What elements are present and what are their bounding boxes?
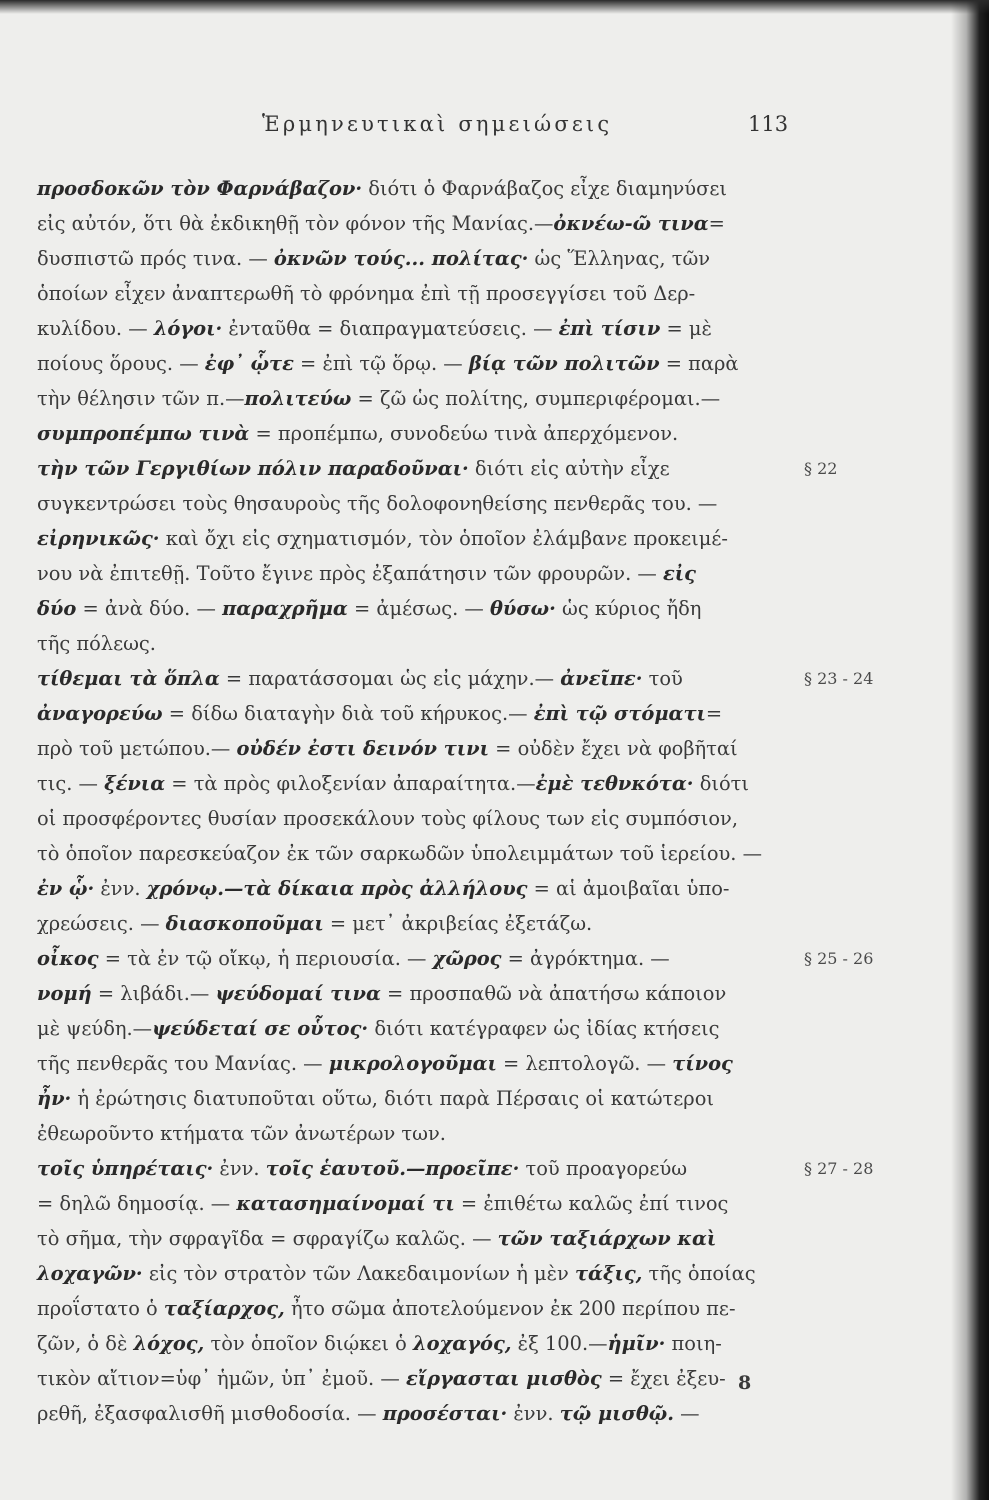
- lemma: ἐπὶ τῷ στόματι: [533, 702, 706, 725]
- lemma: ψεύδομαί τινα: [215, 982, 381, 1005]
- gloss: νου νὰ ἐπιτεθῇ. Τοῦτο ἔγινε πρὸς ἐξαπάτησιν τῶν φρουρῶν. —: [37, 562, 663, 585]
- lemma: ἡμῖν·: [607, 1332, 666, 1355]
- text-line: [37, 662, 790, 696]
- lemma: κατασημαίνομαί τι: [236, 1192, 455, 1215]
- gloss: διότι εἰς αὐτὴν εἶχε: [468, 457, 670, 480]
- lemma: τῷ μισθῷ.: [559, 1402, 674, 1425]
- gloss: = τὰ ἐν τῷ οἴκῳ, ἡ περιουσία. —: [98, 947, 433, 970]
- gloss: = ἐπὶ τῷ ὅρῳ. —: [293, 352, 469, 375]
- lemma: βίᾳ τῶν πολιτῶν: [468, 352, 660, 375]
- lemma: ὀκνέω-ῶ τινα: [553, 212, 709, 235]
- gloss: ἦτο σῶμα ἀποτελούμενον ἐκ 200 περίπου πε-: [284, 1297, 736, 1320]
- gloss: τὸ ὁποῖον παρεσκεύαζον ἐκ τῶν σαρκωδῶν ὑπολειμμάτων τοῦ ἱερείου. —: [37, 842, 763, 865]
- gloss: τὴν θέλησιν τῶν π.—: [37, 387, 245, 410]
- text-line: [37, 242, 790, 276]
- text-line: [37, 172, 790, 206]
- gloss: ἐξ 100.—: [511, 1332, 608, 1355]
- lemma: ἦν·: [37, 1087, 72, 1110]
- text-line: [37, 872, 790, 906]
- gloss: ἐνταῦθα = διαπραγματεύσεις. —: [222, 317, 559, 340]
- lemma: νομή: [37, 982, 92, 1005]
- text-line: [37, 1012, 790, 1046]
- gloss: = παρατάσσομαι ὡς εἰς μάχην.—: [219, 667, 561, 690]
- text-line: [37, 207, 790, 241]
- text-line: [37, 802, 790, 836]
- gloss: ἐνν.: [213, 1157, 266, 1180]
- gloss: δυσπιστῶ πρός τινα. —: [37, 247, 274, 270]
- gloss: = δηλῶ δημοσίᾳ. —: [37, 1192, 237, 1215]
- gloss: τὸν ὁποῖον διῴκει ὁ: [204, 1332, 414, 1355]
- gloss: συγκεντρώσει τοὺς θησαυροὺς τῆς δολοφονηθείσης πενθερᾶς του. —: [37, 492, 718, 515]
- lemma: ἐφ᾽ ᾧτε: [204, 352, 294, 375]
- text-line: [37, 1082, 790, 1116]
- lemma: οἶκος: [37, 947, 99, 970]
- lemma: πολιτεύω: [244, 387, 352, 410]
- text-line: [37, 312, 790, 346]
- lemma: μικρολογοῦμαι: [328, 1052, 497, 1075]
- gloss: τικὸν αἴτιον=ὑφ᾽ ἡμῶν, ὑπ᾽ ἐμοῦ. —: [37, 1367, 406, 1390]
- gloss: = τὰ πρὸς φιλοξενίαν ἀπαραίτητα.—: [165, 772, 536, 795]
- lemma: δύο: [37, 597, 77, 620]
- text-line: [37, 347, 790, 381]
- gloss: διότι ὁ Φαρνάβαζος εἶχε διαμηνύσει: [362, 177, 727, 200]
- gloss: ρεθῆ, ἐξασφαλισθῆ μισθοδοσία. —: [37, 1402, 383, 1425]
- gloss: = ζῶ ὡς πολίτης, συμπεριφέρομαι.—: [351, 387, 721, 410]
- text-line: [37, 907, 790, 941]
- gloss: = αἱ ἀμοιβαῖαι ὑπο-: [527, 877, 730, 900]
- gloss: = οὐδὲν ἔχει νὰ φοβῆταί: [489, 737, 738, 760]
- gloss: ὡς κύριος ἤδη: [555, 597, 702, 620]
- gloss: = ἐπιθέτω καλῶς ἐπί τινος: [454, 1192, 729, 1215]
- text-line: [37, 452, 790, 486]
- gloss: ἐνν.: [94, 877, 147, 900]
- gloss: κυλίδου. —: [37, 317, 154, 340]
- text-line: [37, 277, 790, 311]
- text-line: [37, 557, 790, 591]
- text-line: [37, 522, 790, 556]
- text-line: [37, 417, 790, 451]
- text-line: [37, 837, 790, 871]
- gloss: τὸ σῆμα, τὴν σφραγῖδα = σφραγίζω καλῶς. —: [37, 1227, 498, 1250]
- lemma: τοῖς ἑαυτοῦ.—προεῖπε·: [265, 1157, 520, 1180]
- gloss: = ἀνὰ δύο. —: [76, 597, 223, 620]
- text-line: [37, 592, 790, 626]
- gloss: ἡ ἐρώτησις διατυποῦται οὕτω, διότι παρὰ Πέρσαις οἱ κατώτεροι: [71, 1087, 714, 1110]
- lemma: ἀνεῖπε·: [560, 667, 643, 690]
- gloss: καὶ ὄχι εἰς σχηματισμόν, τὸν ὁποῖον ἐλάμβανε προκειμέ-: [159, 527, 728, 550]
- gloss: εἰς τὸν στρατὸν τῶν Λακεδαιμονίων ἡ μὲν: [142, 1262, 575, 1285]
- gloss: ἐθεωροῦντο κτήματα τῶν ἀνωτέρων των.: [37, 1122, 446, 1145]
- text-line: [37, 1327, 790, 1361]
- text-line: [37, 1292, 790, 1326]
- lemma: χῶρος: [432, 947, 502, 970]
- gloss: τοῦ προαγορεύω: [519, 1157, 688, 1180]
- lemma: τίνος: [672, 1052, 733, 1075]
- lemma: λοχαγῶν·: [37, 1262, 143, 1285]
- lemma: εἰρηνικῶς·: [37, 527, 160, 550]
- text-line: [37, 1362, 790, 1396]
- lemma: τοῖς ὑπηρέταις·: [37, 1157, 214, 1180]
- lemma: εἴργασται μισθὸς: [405, 1367, 602, 1390]
- gloss: τῆς πόλεως.: [37, 632, 156, 655]
- lemma: τῶν ταξιάρχων καὶ: [497, 1227, 717, 1250]
- running-title: Ἑρμηνευτικαὶ σημειώσεις: [262, 112, 613, 136]
- lemma: ἀναγορεύω: [37, 702, 163, 725]
- lemma: ξένια: [104, 772, 166, 795]
- gloss: προΐστατο ὁ: [37, 1297, 164, 1320]
- lemma: ἐν ᾧ·: [37, 877, 95, 900]
- gloss: οἱ προσφέροντες θυσίαν προσεκάλουν τοὺς φίλους των εἰς συμπόσιον,: [37, 807, 738, 830]
- text-line: [37, 977, 790, 1011]
- text-line: [37, 382, 790, 416]
- gloss: = δίδω διαταγὴν διὰ τοῦ κήρυκος.—: [162, 702, 534, 725]
- text-line: [37, 767, 790, 801]
- gloss: = μετ᾽ ἀκριβείας ἐξετάζω.: [323, 912, 593, 935]
- lemma: θύσω·: [489, 597, 556, 620]
- lemma: λόγοι·: [153, 317, 223, 340]
- gloss: τῆς πενθερᾶς του Μανίας. —: [37, 1052, 329, 1075]
- text-line: [37, 1222, 790, 1256]
- gloss: πρὸ τοῦ μετώπου.—: [37, 737, 237, 760]
- lemma: λοχαγός,: [413, 1332, 512, 1355]
- page-header: [0, 112, 989, 142]
- lemma: ὀκνῶν τούς... πολίτας·: [273, 247, 529, 270]
- gloss: ἐνν.: [507, 1402, 560, 1425]
- text-line: [37, 1047, 790, 1081]
- text-line: [37, 1117, 790, 1151]
- gloss: ὡς Ἕλληνας, τῶν: [528, 247, 711, 270]
- lemma: οὐδέν ἐστι δεινόν τινι: [236, 737, 489, 760]
- gloss: τῆς ὁποίας: [642, 1262, 756, 1285]
- lemma: συμπροπέμπω τινὰ: [37, 422, 250, 445]
- page-number: 113: [748, 112, 789, 136]
- lemma: τίθεμαι τὰ ὅπλα: [37, 667, 220, 690]
- lemma: προσέσται·: [382, 1402, 508, 1425]
- section-reference: § 25 - 26: [804, 949, 874, 968]
- gloss: = ἀμέσως. —: [347, 597, 490, 620]
- gloss: = παρὰ: [659, 352, 739, 375]
- text-line: [37, 697, 790, 731]
- lemma: εἰς: [662, 562, 696, 585]
- gloss: = προπέμπω, συνοδεύω τινὰ ἀπερχόμενον.: [249, 422, 679, 445]
- gloss: =: [708, 212, 725, 235]
- gloss: = προσπαθῶ νὰ ἀπατήσω κάποιον: [380, 982, 727, 1005]
- section-reference: § 27 - 28: [804, 1159, 874, 1178]
- gloss: = ἔχει ἐξευ-: [601, 1367, 726, 1390]
- lemma: ψεύδεταί σε οὗτος·: [152, 1017, 369, 1040]
- gloss: = λιβάδι.—: [91, 982, 216, 1005]
- lemma: προσδοκῶν τὸν Φαρνάβαζον·: [37, 177, 363, 200]
- gloss: ὁποίων εἶχεν ἀναπτερωθῆ τὸ φρόνημα ἐπὶ τῇ προσεγγίσει τοῦ Δερ-: [37, 282, 696, 305]
- text-line: [37, 487, 790, 521]
- gloss: διότι κατέγραφεν ὡς ἰδίας κτήσεις: [368, 1017, 720, 1040]
- gloss: = ἀγρόκτημα. —: [501, 947, 670, 970]
- text-line: [37, 732, 790, 766]
- lemma: τάξις,: [574, 1262, 643, 1285]
- lemma: χρόνῳ.—τὰ δίκαια πρὸς ἀλλήλους: [146, 877, 528, 900]
- lemma: λόχος,: [133, 1332, 205, 1355]
- section-reference: § 22: [804, 459, 838, 478]
- lemma: ἐπὶ τίσιν: [558, 317, 661, 340]
- lemma: διασκοποῦμαι: [165, 912, 324, 935]
- lemma: παραχρῆμα: [222, 597, 348, 620]
- gloss: ποιη-: [665, 1332, 722, 1355]
- gloss: ποίους ὅρους. —: [37, 352, 205, 375]
- gloss: =: [705, 702, 723, 725]
- text-line: [37, 1257, 790, 1291]
- gloss: τοῦ: [642, 667, 683, 690]
- gloss: τις. —: [37, 772, 105, 795]
- gloss: —: [673, 1402, 700, 1425]
- gloss: μὲ ψεύδη.—: [37, 1017, 153, 1040]
- text-line: [37, 1152, 790, 1186]
- gloss: εἰς αὐτόν, ὅτι θὰ ἐκδικηθῇ τὸν φόνον τῆς Μανίας.—: [37, 212, 554, 235]
- text-line: [37, 627, 790, 661]
- gloss: ζῶν, ὁ δὲ: [37, 1332, 134, 1355]
- text-line: [37, 1397, 790, 1431]
- text-line: [37, 942, 790, 976]
- signature-mark: 8: [738, 1372, 752, 1394]
- text-line: [37, 1187, 790, 1221]
- gloss: = μὲ: [660, 317, 712, 340]
- lemma: ταξίαρχος,: [163, 1297, 285, 1320]
- lemma: τὴν τῶν Γεργιθίων πόλιν παραδοῦναι·: [37, 457, 469, 480]
- gloss: = λεπτολογῶ. —: [496, 1052, 673, 1075]
- gloss: διότι: [693, 772, 749, 795]
- lemma: ἐμὲ τεθνκότα·: [535, 772, 694, 795]
- gloss: χρεώσεις. —: [37, 912, 166, 935]
- section-reference: § 23 - 24: [804, 669, 874, 688]
